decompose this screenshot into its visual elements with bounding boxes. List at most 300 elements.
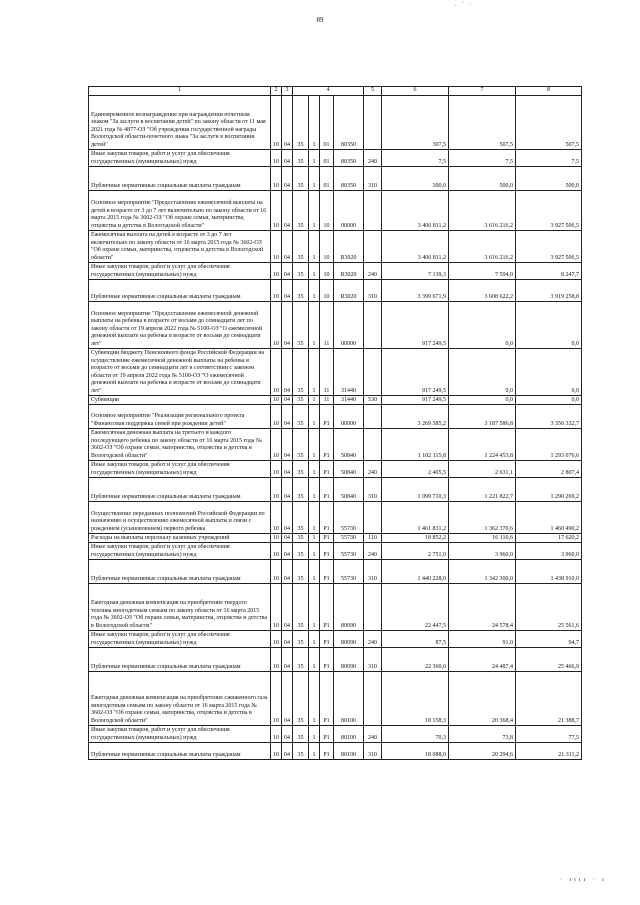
row-direction-code: 80100 — [334, 726, 364, 743]
table-body — [89, 96, 582, 760]
row-amount-col7: 1 362 370,6 — [449, 502, 516, 534]
row-section-code: 10 — [271, 231, 282, 263]
row-amount-col8: 3 927 506,5 — [516, 191, 582, 231]
row-event-code: P1 — [320, 543, 334, 560]
row-subprogram-code: 1 — [309, 429, 320, 461]
table-row — [89, 543, 582, 560]
row-direction-code: 50840 — [334, 429, 364, 461]
row-section-code: 10 — [271, 302, 282, 349]
row-subprogram-code: 1 — [309, 648, 320, 672]
row-amount-col7: 1 224 453,8 — [449, 429, 516, 461]
row-event-code: P1 — [320, 743, 334, 760]
row-subprogram-code: 1 — [309, 231, 320, 263]
row-subsection-code: 04 — [282, 560, 293, 584]
row-amount-col6: 22 447,5 — [382, 584, 449, 631]
row-event-code: 10 — [320, 280, 334, 302]
row-program-code: 35 — [293, 631, 309, 648]
row-amount-col6: 18 158,3 — [382, 672, 449, 726]
table-row — [89, 150, 582, 167]
row-amount-col8: 1 438 910,0 — [516, 560, 582, 584]
header-col-6: 6 — [382, 87, 449, 96]
row-amount-col8: 500,0 — [516, 167, 582, 191]
row-amount-col7: 3 608 622,2 — [449, 280, 516, 302]
row-amount-col7: 7,5 — [449, 150, 516, 167]
row-direction-code: R3020 — [334, 231, 364, 263]
table-row — [89, 672, 582, 726]
row-amount-col8: 21 388,7 — [516, 672, 582, 726]
row-program-code: 35 — [293, 349, 309, 396]
row-program-code: 35 — [293, 672, 309, 726]
row-expense-type — [364, 584, 382, 631]
table-row — [89, 461, 582, 478]
row-subprogram-code: 1 — [309, 631, 320, 648]
row-description: Расходы на выплаты персоналу казенных учреждений — [89, 534, 271, 543]
row-amount-col8: 2 807,4 — [516, 461, 582, 478]
row-amount-col6: 300,0 — [382, 167, 449, 191]
row-section-code: 10 — [271, 280, 282, 302]
row-subprogram-code: 1 — [309, 672, 320, 726]
table-row — [89, 560, 582, 584]
row-amount-col8: 0,0 — [516, 302, 582, 349]
table-row — [89, 502, 582, 534]
row-section-code: 10 — [271, 534, 282, 543]
row-section-code: 10 — [271, 502, 282, 534]
row-subprogram-code: 1 — [309, 461, 320, 478]
row-event-code: P1 — [320, 648, 334, 672]
row-subsection-code: 04 — [282, 167, 293, 191]
row-subsection-code: 04 — [282, 631, 293, 648]
row-direction-code: 00000 — [334, 191, 364, 231]
row-subsection-code: 04 — [282, 150, 293, 167]
row-section-code: 10 — [271, 429, 282, 461]
table-row — [89, 263, 582, 280]
row-amount-col8: 77,5 — [516, 726, 582, 743]
row-subprogram-code: 1 — [309, 96, 320, 150]
row-event-code: P1 — [320, 405, 334, 429]
row-program-code: 35 — [293, 534, 309, 543]
row-amount-col8: 1 460 490,2 — [516, 502, 582, 534]
row-direction-code: 80100 — [334, 672, 364, 726]
row-amount-col6: 3 406 811,2 — [382, 191, 449, 231]
row-amount-col7: 16 110,6 — [449, 534, 516, 543]
row-event-code: P1 — [320, 429, 334, 461]
row-expense-type — [364, 502, 382, 534]
row-description: Основное мероприятие "Реализация регионального проекта "Финансовая поддержка семей при рождении детей" — [89, 405, 271, 429]
row-section-code: 10 — [271, 150, 282, 167]
header-col-8: 8 — [516, 87, 582, 96]
row-expense-type — [364, 429, 382, 461]
header-col-4: 4 — [293, 87, 364, 96]
row-section-code: 10 — [271, 405, 282, 429]
row-subsection-code: 04 — [282, 726, 293, 743]
table-row — [89, 726, 582, 743]
row-amount-col8: 3 919 258,8 — [516, 280, 582, 302]
row-description: Иные закупки товаров, работ и услуг для обеспечения государственных (муниципальных) нужд — [89, 150, 271, 167]
row-expense-type — [364, 302, 382, 349]
row-section-code: 10 — [271, 726, 282, 743]
row-program-code: 35 — [293, 584, 309, 631]
row-event-code: P1 — [320, 672, 334, 726]
row-expense-type — [364, 349, 382, 396]
row-direction-code: 00000 — [334, 302, 364, 349]
row-program-code: 35 — [293, 280, 309, 302]
budget-table — [88, 86, 582, 760]
row-subsection-code: 04 — [282, 191, 293, 231]
row-amount-col8: 1 290 269,2 — [516, 478, 582, 502]
row-amount-col6: 1 461 831,2 — [382, 502, 449, 534]
row-description: Единовременное вознаграждение при награждении почетным знаком "За заслуги в воспитании детей" по закону области от 11 мая 2021 года № 4877-ОЗ "Об учреждении государственной награды Вологодской области-почетного знака "За заслуги в воспитании детей" — [89, 96, 271, 150]
row-expense-type: 310 — [364, 648, 382, 672]
row-amount-col7: 3 616 216,2 — [449, 231, 516, 263]
row-direction-code: 55730 — [334, 534, 364, 543]
row-program-code: 35 — [293, 429, 309, 461]
table-row — [89, 349, 582, 396]
row-section-code: 10 — [271, 743, 282, 760]
row-direction-code: 80090 — [334, 631, 364, 648]
row-program-code: 35 — [293, 302, 309, 349]
row-amount-col7: 0,0 — [449, 396, 516, 405]
row-direction-code: 80350 — [334, 150, 364, 167]
row-direction-code: 00000 — [334, 405, 364, 429]
row-program-code: 35 — [293, 231, 309, 263]
row-expense-type: 530 — [364, 396, 382, 405]
row-amount-col7: 24 487,4 — [449, 648, 516, 672]
row-expense-type: 240 — [364, 461, 382, 478]
row-section-code: 10 — [271, 560, 282, 584]
row-expense-type: 310 — [364, 478, 382, 502]
row-event-code: 11 — [320, 349, 334, 396]
row-amount-col8: 8 247,7 — [516, 263, 582, 280]
row-expense-type: 310 — [364, 167, 382, 191]
row-subprogram-code: 1 — [309, 743, 320, 760]
row-amount-col8: 0,0 — [516, 349, 582, 396]
row-subprogram-code: 1 — [309, 349, 320, 396]
row-description: Субвенции бюджету Пенсионного фонда Российской Федерации на осуществление ежемесячной денежной выплаты на ребенка в возрасте от восьми до семнадцати лет в соответствии с законом области от 19 апреля 2022 года № 5100-ОЗ "О ежемесячной денежной выплате на ребенка в возрасте от восьми до семнадцати лет" — [89, 349, 271, 396]
row-event-code: P1 — [320, 726, 334, 743]
row-subsection-code: 04 — [282, 349, 293, 396]
row-expense-type: 310 — [364, 743, 382, 760]
row-subsection-code: 04 — [282, 743, 293, 760]
row-amount-col7: 3 960,0 — [449, 543, 516, 560]
row-amount-col7: 0,0 — [449, 349, 516, 396]
row-expense-type — [364, 231, 382, 263]
row-amount-col7: 91,0 — [449, 631, 516, 648]
row-subsection-code: 04 — [282, 405, 293, 429]
row-description: Публичные нормативные социальные выплаты гражданам — [89, 743, 271, 760]
row-expense-type: 240 — [364, 150, 382, 167]
row-subsection-code: 04 — [282, 534, 293, 543]
row-amount-col6: 18 852,2 — [382, 534, 449, 543]
row-amount-col6: 917 249,5 — [382, 349, 449, 396]
row-subsection-code: 04 — [282, 584, 293, 631]
row-subprogram-code: 1 — [309, 191, 320, 231]
row-amount-col6: 87,5 — [382, 631, 449, 648]
row-amount-col6: 307,5 — [382, 96, 449, 150]
header-col-3: 3 — [282, 87, 293, 96]
row-subprogram-code: 1 — [309, 396, 320, 405]
row-event-code: 10 — [320, 231, 334, 263]
header-col-5: 5 — [364, 87, 382, 96]
row-description: Ежемесячная выплата на детей в возрасте от 3 до 7 лет включительно по закону области от 16 марта 2015 года № 3602-ОЗ "Об охране семьи, материнства, отцовства и детства в Вологодской области" — [89, 231, 271, 263]
row-expense-type: 310 — [364, 280, 382, 302]
table-row — [89, 631, 582, 648]
row-event-code: P1 — [320, 534, 334, 543]
row-subsection-code: 04 — [282, 502, 293, 534]
row-program-code: 35 — [293, 263, 309, 280]
row-program-code: 35 — [293, 560, 309, 584]
row-amount-col7: 2 631,1 — [449, 461, 516, 478]
row-subprogram-code: 1 — [309, 534, 320, 543]
row-expense-type — [364, 672, 382, 726]
row-amount-col7: 3 616 216,2 — [449, 191, 516, 231]
row-expense-type: 240 — [364, 631, 382, 648]
row-program-code: 35 — [293, 167, 309, 191]
scan-marks: . ` · — [455, 2, 474, 8]
row-subsection-code: 04 — [282, 302, 293, 349]
row-amount-col8: 25 561,6 — [516, 584, 582, 631]
row-description: Публичные нормативные социальные выплаты гражданам — [89, 648, 271, 672]
row-amount-col6: 3 406 811,2 — [382, 231, 449, 263]
row-direction-code: 80090 — [334, 648, 364, 672]
row-description: Иные закупки товаров, работ и услуг для обеспечения государственных (муниципальных) нужд — [89, 726, 271, 743]
table-row — [89, 191, 582, 231]
row-direction-code: 80090 — [334, 584, 364, 631]
row-expense-type — [364, 96, 382, 150]
row-amount-col6: 2 751,0 — [382, 543, 449, 560]
row-event-code: 01 — [320, 96, 334, 150]
row-program-code: 35 — [293, 96, 309, 150]
row-amount-col7: 1 342 300,0 — [449, 560, 516, 584]
row-amount-col8: 25 466,9 — [516, 648, 582, 672]
table-row — [89, 280, 582, 302]
row-event-code: 11 — [320, 302, 334, 349]
row-subsection-code: 04 — [282, 280, 293, 302]
row-program-code: 35 — [293, 743, 309, 760]
row-direction-code: R3020 — [334, 263, 364, 280]
row-description: Основное мероприятие "Предоставление ежемесячной денежной выплаты на ребенка в возрасте от восьми до семнадцати лет по закону области от 19 апреля 2022 года № 5100-ОЗ "О ежемесячной денежной выплате на ребенка в возрасте от восьми до семнадцати лет" — [89, 302, 271, 349]
row-direction-code: 55730 — [334, 543, 364, 560]
table-row — [89, 405, 582, 429]
row-section-code: 10 — [271, 672, 282, 726]
row-subsection-code: 04 — [282, 263, 293, 280]
row-program-code: 35 — [293, 543, 309, 560]
row-subsection-code: 04 — [282, 543, 293, 560]
row-section-code: 10 — [271, 96, 282, 150]
row-amount-col6: 7,5 — [382, 150, 449, 167]
row-amount-col8: 21 311,2 — [516, 743, 582, 760]
row-direction-code: 31440 — [334, 396, 364, 405]
row-amount-col7: 20 294,6 — [449, 743, 516, 760]
row-subprogram-code: 1 — [309, 150, 320, 167]
table-row — [89, 584, 582, 631]
row-subprogram-code: 1 — [309, 280, 320, 302]
row-event-code: 11 — [320, 396, 334, 405]
row-expense-type: 240 — [364, 543, 382, 560]
row-subsection-code: 04 — [282, 478, 293, 502]
header-col-1: 1 — [89, 87, 271, 96]
row-program-code: 35 — [293, 396, 309, 405]
row-event-code: P1 — [320, 560, 334, 584]
row-subprogram-code: 1 — [309, 543, 320, 560]
row-amount-col8: 3 356 332,7 — [516, 405, 582, 429]
row-direction-code: 55730 — [334, 560, 364, 584]
row-direction-code: 80350 — [334, 96, 364, 150]
row-event-code: P1 — [320, 502, 334, 534]
row-direction-code: 50840 — [334, 461, 364, 478]
row-event-code: P1 — [320, 631, 334, 648]
row-amount-col8: 1 293 076,6 — [516, 429, 582, 461]
row-event-code: P1 — [320, 584, 334, 631]
row-program-code: 35 — [293, 478, 309, 502]
row-direction-code: R3020 — [334, 280, 364, 302]
row-description: Ежегодная денежная компенсация на приобретение твердого топлива многодетным семьям по закону области от 16 марта 2015 года № 3602-ОЗ "Об охране семьи, материнства, отцовства и детства в Вологодской области" — [89, 584, 271, 631]
table-row — [89, 429, 582, 461]
row-program-code: 35 — [293, 191, 309, 231]
row-amount-col8: 3 927 506,5 — [516, 231, 582, 263]
row-subsection-code: 04 — [282, 231, 293, 263]
row-amount-col7: 0,0 — [449, 302, 516, 349]
row-subprogram-code: 1 — [309, 405, 320, 429]
row-amount-col6: 18 088,0 — [382, 743, 449, 760]
row-subprogram-code: 1 — [309, 726, 320, 743]
row-description: Публичные нормативные социальные выплаты гражданам — [89, 560, 271, 584]
table-row — [89, 231, 582, 263]
row-amount-col6: 7 139,3 — [382, 263, 449, 280]
scan-speck: · — [372, 56, 374, 62]
row-amount-col8: 17 620,2 — [516, 534, 582, 543]
row-subprogram-code: 1 — [309, 502, 320, 534]
row-amount-col6: 70,3 — [382, 726, 449, 743]
row-amount-col8: 3 960,0 — [516, 543, 582, 560]
row-amount-col8: 7,5 — [516, 150, 582, 167]
row-subsection-code: 04 — [282, 396, 293, 405]
row-amount-col6: 1 099 710,3 — [382, 478, 449, 502]
table-row — [89, 743, 582, 760]
table-row — [89, 302, 582, 349]
row-section-code: 10 — [271, 584, 282, 631]
table-row — [89, 534, 582, 543]
row-expense-type — [364, 191, 382, 231]
row-section-code: 10 — [271, 648, 282, 672]
row-description: Иные закупки товаров, работ и услуг для обеспечения государственных (муниципальных) нужд — [89, 263, 271, 280]
row-description: Осуществление переданных полномочий Российской Федерации по назначению и осуществлению ежемесячной выплаты в связи с рождением (усыновлением) первого ребенка — [89, 502, 271, 534]
row-event-code: 01 — [320, 167, 334, 191]
row-description: Субвенции — [89, 396, 271, 405]
row-amount-col6: 3 399 671,9 — [382, 280, 449, 302]
row-description: Иные закупки товаров, работ и услуг для обеспечения государственных (муниципальных) нужд — [89, 631, 271, 648]
row-direction-code: 80350 — [334, 167, 364, 191]
table-row — [89, 167, 582, 191]
row-amount-col6: 917 249,5 — [382, 396, 449, 405]
row-event-code: 10 — [320, 263, 334, 280]
row-amount-col6: 1 102 115,8 — [382, 429, 449, 461]
row-section-code: 10 — [271, 543, 282, 560]
row-section-code: 10 — [271, 349, 282, 396]
row-section-code: 10 — [271, 461, 282, 478]
row-amount-col7: 20 368,4 — [449, 672, 516, 726]
row-subsection-code: 04 — [282, 96, 293, 150]
table-row — [89, 396, 582, 405]
row-section-code: 10 — [271, 167, 282, 191]
footer-scan-marks: · ıııı · ı — [560, 877, 607, 883]
table-row — [89, 648, 582, 672]
row-amount-col7: 7 594,0 — [449, 263, 516, 280]
row-subprogram-code: 1 — [309, 560, 320, 584]
table-row — [89, 478, 582, 502]
row-amount-col7: 24 578,4 — [449, 584, 516, 631]
row-expense-type: 110 — [364, 534, 382, 543]
row-expense-type: 310 — [364, 560, 382, 584]
row-subprogram-code: 1 — [309, 167, 320, 191]
row-description: Иные закупки товаров, работ и услуг для обеспечения государственных (муниципальных) нужд — [89, 543, 271, 560]
row-program-code: 35 — [293, 405, 309, 429]
row-section-code: 10 — [271, 631, 282, 648]
row-subsection-code: 04 — [282, 429, 293, 461]
row-description: Основное мероприятие "Предоставление ежемесячной выплаты на детей в возрасте от 3 до 7 лет включительно по закону области от 16 марта 2015 года № 3602-ОЗ "Об охране семьи, материнства, отцовства и детства в Вологодской области" — [89, 191, 271, 231]
row-amount-col7: 3 187 586,8 — [449, 405, 516, 429]
row-direction-code: 80100 — [334, 743, 364, 760]
page-number: 89 — [316, 16, 324, 24]
row-description: Публичные нормативные социальные выплаты гражданам — [89, 167, 271, 191]
row-subprogram-code: 1 — [309, 263, 320, 280]
row-subprogram-code: 1 — [309, 584, 320, 631]
row-expense-type: 240 — [364, 263, 382, 280]
row-event-code: 01 — [320, 150, 334, 167]
row-program-code: 35 — [293, 150, 309, 167]
row-section-code: 10 — [271, 263, 282, 280]
row-expense-type: 240 — [364, 726, 382, 743]
row-amount-col7: 1 221 822,7 — [449, 478, 516, 502]
header-col-2: 2 — [271, 87, 282, 96]
row-program-code: 35 — [293, 461, 309, 478]
row-amount-col6: 3 269 385,2 — [382, 405, 449, 429]
row-subsection-code: 04 — [282, 461, 293, 478]
row-description: Ежемесячная денежная выплата на третьего и каждого последующего ребенка по закону области от 16 марта 2015 года № 3602-ОЗ "Об охране семьи, материнства, отцовства и детства в Вологодской области" — [89, 429, 271, 461]
row-program-code: 35 — [293, 726, 309, 743]
row-direction-code: 50840 — [334, 478, 364, 502]
row-description: Публичные нормативные социальные выплаты гражданам — [89, 280, 271, 302]
row-amount-col8: 507,5 — [516, 96, 582, 150]
row-amount-col7: 500,0 — [449, 167, 516, 191]
row-program-code: 35 — [293, 648, 309, 672]
row-subprogram-code: 1 — [309, 302, 320, 349]
row-amount-col6: 1 440 228,0 — [382, 560, 449, 584]
row-amount-col6: 917 249,5 — [382, 302, 449, 349]
row-section-code: 10 — [271, 396, 282, 405]
row-description: Публичные нормативные социальные выплаты гражданам — [89, 478, 271, 502]
row-amount-col8: 0,0 — [516, 396, 582, 405]
row-section-code: 10 — [271, 478, 282, 502]
row-subsection-code: 04 — [282, 672, 293, 726]
row-amount-col8: 94,7 — [516, 631, 582, 648]
row-expense-type — [364, 405, 382, 429]
row-description: Ежегодная денежная компенсация на приобретение сжиженного газа многодетным семьям по закону области от 16 марта 2015 года № 3602-ОЗ "Об охране семьи, материнства, отцовства и детства в Вологодской области" — [89, 672, 271, 726]
row-amount-col6: 22 360,0 — [382, 648, 449, 672]
row-amount-col7: 73,8 — [449, 726, 516, 743]
row-subprogram-code: 1 — [309, 478, 320, 502]
table-header-row — [89, 87, 582, 96]
row-direction-code: 55730 — [334, 502, 364, 534]
row-event-code: P1 — [320, 478, 334, 502]
row-subsection-code: 04 — [282, 648, 293, 672]
row-direction-code: 31440 — [334, 349, 364, 396]
row-amount-col7: 507,5 — [449, 96, 516, 150]
row-event-code: P1 — [320, 461, 334, 478]
header-col-7: 7 — [449, 87, 516, 96]
table-row — [89, 96, 582, 150]
row-section-code: 10 — [271, 191, 282, 231]
row-event-code: 10 — [320, 191, 334, 231]
